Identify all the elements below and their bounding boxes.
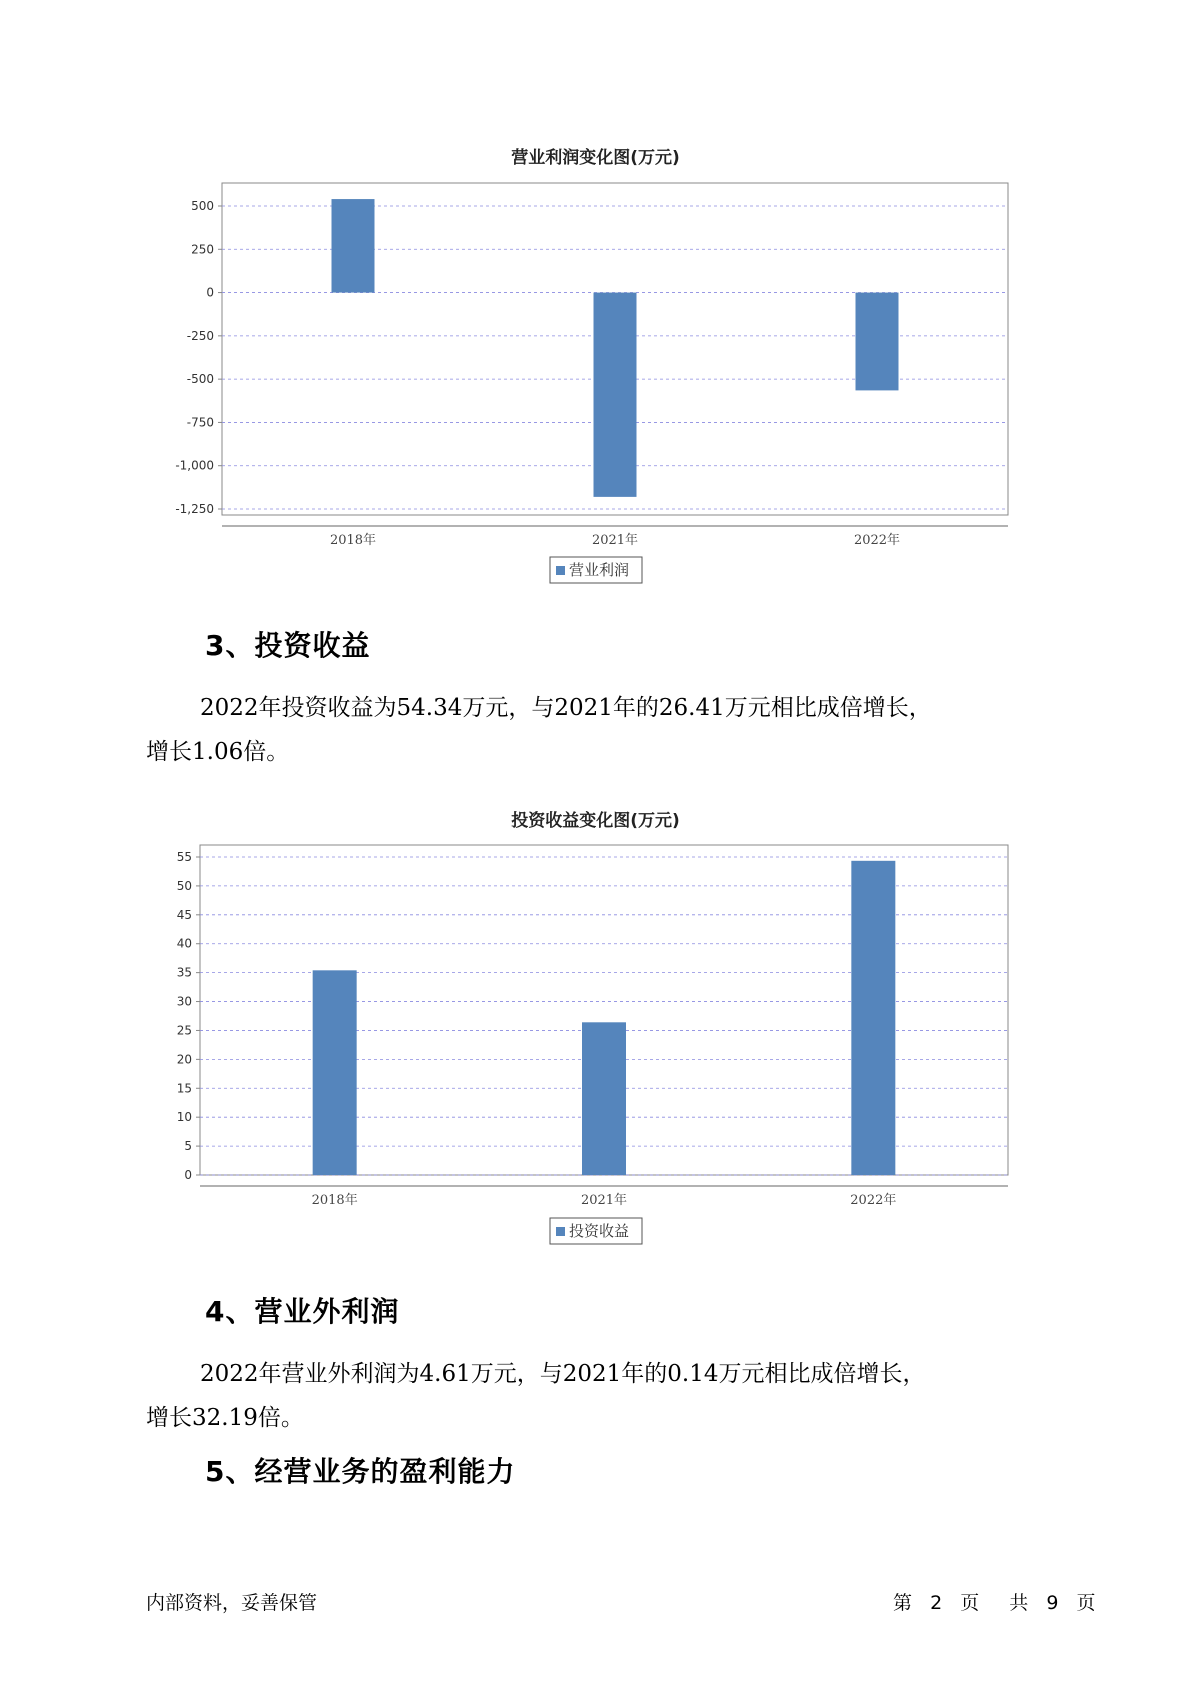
y-tick-label: 10 bbox=[176, 1110, 192, 1125]
x-tick-label: 2018年 bbox=[311, 1193, 358, 1208]
section-heading-non-operating-profit: 4、营业外利润 bbox=[205, 1295, 400, 1328]
y-tick-label: 25 bbox=[176, 1023, 192, 1038]
y-tick-label: -1,250 bbox=[175, 502, 214, 516]
page-suffix: 页 bbox=[1076, 1592, 1096, 1614]
y-tick-label: -250 bbox=[186, 328, 214, 343]
y-tick-label: 55 bbox=[176, 850, 192, 864]
chart-title-operating-profit: 营业利润变化图(万元) bbox=[511, 148, 680, 168]
y-tick-label: 30 bbox=[176, 994, 192, 1009]
y-tick-label: 5 bbox=[184, 1139, 192, 1154]
y-tick-label: -500 bbox=[186, 372, 214, 387]
y-tick-label: 0 bbox=[184, 1168, 192, 1182]
legend-swatch bbox=[556, 1227, 565, 1236]
x-tick-label: 2022年 bbox=[850, 1193, 897, 1208]
x-tick-label: 2021年 bbox=[580, 1193, 628, 1208]
page-mid: 页 bbox=[960, 1592, 980, 1614]
footer-confidential-note: 内部资料，妥善保管 bbox=[146, 1592, 318, 1614]
paragraph-line: 2022年营业外利润为4.61万元，与2021年的0.14万元相比成倍增长， bbox=[200, 1361, 926, 1387]
x-tick-label: 2018年 bbox=[329, 533, 377, 548]
paragraph-line: 增长32.19倍。 bbox=[146, 1405, 304, 1431]
x-tick-label: 2021年 bbox=[591, 533, 639, 548]
bar bbox=[313, 970, 357, 1175]
section-heading-profitability: 5、经营业务的盈利能力 bbox=[205, 1455, 516, 1488]
chart-title-investment-income: 投资收益变化图(万元) bbox=[511, 811, 680, 831]
y-tick-label: 0 bbox=[206, 285, 214, 300]
paragraph-line: 增长1.06倍。 bbox=[146, 739, 290, 765]
paragraph-non-operating-profit bbox=[146, 1352, 1046, 1440]
y-tick-label: 20 bbox=[176, 1052, 192, 1067]
y-tick-label: 500 bbox=[191, 199, 214, 213]
x-tick-label: 2022年 bbox=[853, 533, 901, 548]
page-total-prefix: 共 bbox=[1009, 1592, 1029, 1614]
page-current: 2 bbox=[930, 1592, 943, 1614]
footer-page-number bbox=[893, 1588, 1095, 1615]
page-prefix: 第 bbox=[893, 1592, 913, 1614]
section-heading-investment-income: 3、投资收益 bbox=[205, 629, 371, 662]
y-tick-label: 40 bbox=[176, 936, 192, 951]
legend-label: 营业利润 bbox=[569, 561, 630, 579]
y-tick-label: -1,000 bbox=[175, 458, 214, 473]
y-tick-label: 45 bbox=[176, 907, 192, 922]
y-tick-label: 15 bbox=[176, 1081, 192, 1096]
bar bbox=[851, 861, 895, 1175]
legend-label: 投资收益 bbox=[569, 1222, 630, 1240]
paragraph-line: 2022年投资收益为54.34万元，与2021年的26.41万元相比成倍增长， bbox=[200, 695, 932, 721]
page-total: 9 bbox=[1046, 1592, 1059, 1614]
y-tick-label: 35 bbox=[176, 965, 192, 980]
bar bbox=[582, 1022, 626, 1175]
y-tick-label: 50 bbox=[176, 878, 192, 893]
y-tick-label: -750 bbox=[186, 415, 214, 430]
y-tick-label: 250 bbox=[191, 242, 214, 257]
